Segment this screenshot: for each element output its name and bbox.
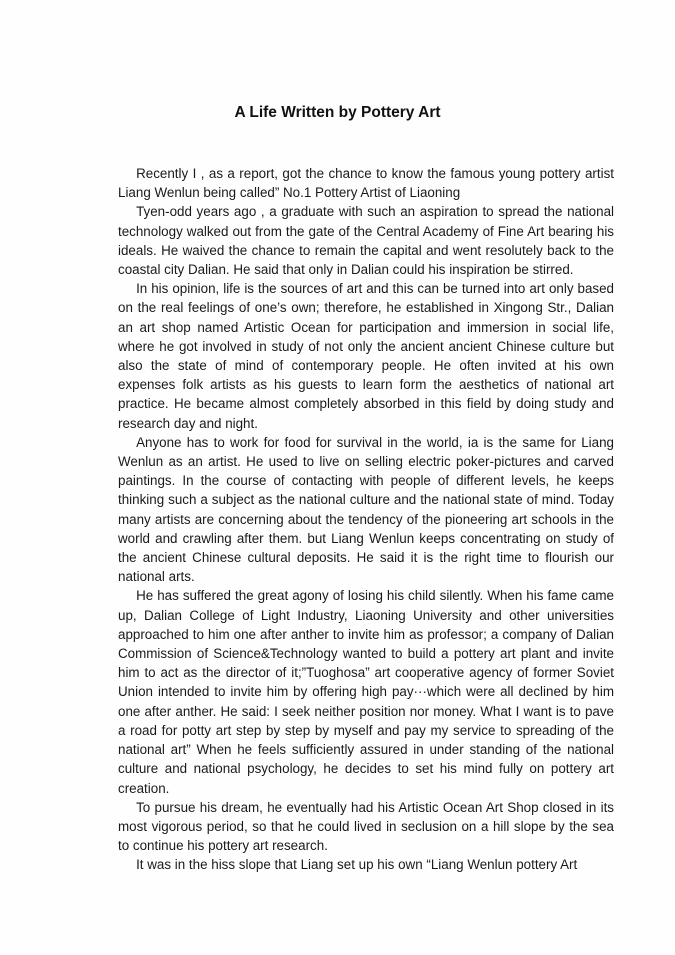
paragraph-3: In his opinion, life is the sources of art and this can be turned into art only based on the real feelings of one’s own; therefore, he established in Xingong Str., Dalian an art shop named Artistic Ocean for participation and immersion in social life, where he got involved in study of not only the ancient ancient Chinese culture but also the state of mind of contemporary people. He often invited at his own expenses folk artists as his guests to learn form the aesthetics of national art practice. He became almost completely absorbed in this field by doing study and research day and night. [118, 281, 614, 431]
paragraph-1: Recently I , as a report, got the chance to know the famous young pottery artist Liang Wenlun being called” No.1 Pottery Artist of Liaoning [118, 166, 614, 201]
paragraph-4: Anyone has to work for food for survival in the world, ia is the same for Liang Wenlun as an artist. He used to live on selling electric poker-pictures and carved paintings. In the course of contacting with people of different levels, he keeps thinking such a subject as the national culture and the national state of mind. Today many artists are concerning about the tendency of the pioneering art schools in the world and crawling after them. but Liang Wenlun keeps concentrating on study of the ancient Chinese cultural deposits. He said it is the right time to flourish our national arts. [118, 434, 614, 585]
paragraph-2: Tyen-odd years ago , a graduate with such an aspiration to spread the national technology walked out from the gate of the Central Academy of Fine Art bearing his ideals. He waived the chance to remain the capital and went resolutely back to the coastal city Dalian. He said that only in Dalian could his inspiration be stirred. [118, 204, 614, 278]
paragraph-6: To pursue his dream, he eventually had his Artistic Ocean Art Shop closed in its most vigorous period, so that he could lived in seclusion on a hill slope by the sea to continue his pottery art research. [118, 799, 614, 854]
document-title: A Life Written by Pottery Art [234, 104, 441, 121]
document-body [118, 164, 614, 875]
paragraph-5: He has suffered the great agony of losing his child silently. When his fame came up, Dalian College of Light Industry, Liaoning University and other universities approached to him one after anther to invite him as professor; a company of Dalian Commission of Science&Technology wanted to build a pottery art plant and invite him to act as the director of it;”Tuoghosa” art cooperative agency of former Soviet Union intended to invite him by offering high pay···which were all declined by him one after anther. He said: I seek neither position nor money. What I want is to pave a road for potty art step by step by myself and pay my service to spreading of the national art” When he feels sufficiently assured in under standing of the national culture and national psychology, he decides to set his mind fully on pottery art creation. [118, 588, 614, 796]
paragraph-7: It was in the hiss slope that Liang set up his own “Liang Wenlun pottery Art [136, 857, 578, 873]
